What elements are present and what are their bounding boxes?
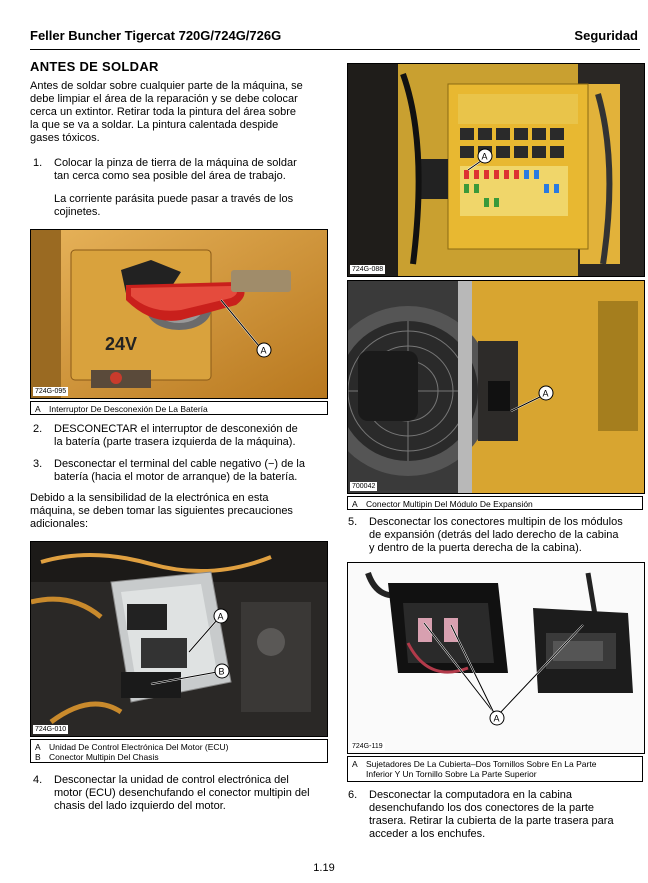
step-line: batería (hacia el motor de arranque) de la batería. bbox=[54, 471, 298, 483]
caption-key bbox=[352, 769, 366, 779]
figure-4-caption bbox=[347, 496, 643, 510]
caption-text: Unidad De Control Electrónica Del Motor (ECU) bbox=[49, 742, 229, 752]
intro-line: gases tóxicos. bbox=[30, 132, 100, 144]
caption-text: Interruptor De Desconexión De La Batería bbox=[49, 404, 208, 414]
paragraph-line: adicionales: bbox=[30, 518, 89, 530]
step-number: 1. bbox=[33, 157, 43, 169]
figure-battery-disconnect bbox=[30, 229, 328, 399]
caption-key: A bbox=[35, 742, 41, 752]
step-line: motor (ECU) desenchufando el conector multipin del bbox=[54, 787, 310, 799]
step-3 bbox=[33, 458, 333, 486]
figure-2-caption bbox=[30, 739, 328, 763]
step-line: Desconectar la computadora en la cabina bbox=[369, 789, 573, 801]
caption-key: A bbox=[352, 499, 358, 509]
figure-fuse-panel bbox=[347, 63, 645, 277]
document-header-section: Seguridad bbox=[574, 28, 638, 43]
caption-text: Conector Multipin Del Chasis bbox=[49, 752, 159, 762]
figure-tag: 724G-119 bbox=[352, 743, 383, 750]
step-line: tan cerca como sea posible del área de trabajo. bbox=[54, 170, 286, 182]
step-1-note bbox=[54, 193, 334, 219]
step-number: 3. bbox=[33, 458, 43, 470]
caption-text: Conector Multipin Del Módulo De Expansión bbox=[366, 499, 533, 509]
caption-key: B bbox=[35, 752, 41, 762]
precautions-paragraph bbox=[30, 492, 330, 531]
header-rule bbox=[30, 49, 640, 50]
step-line: DESCONECTAR el interruptor de desconexión de bbox=[54, 423, 298, 435]
caption-text: Inferior Y Un Tornillo Sobre La Parte Superior bbox=[366, 769, 537, 779]
figure-tag: 700042 bbox=[352, 483, 376, 490]
note-line: La corriente parásita puede pasar a través de los bbox=[54, 193, 294, 205]
callout-b: B bbox=[218, 666, 225, 677]
step-line: Colocar la pinza de tierra de la máquina de soldar bbox=[54, 157, 297, 169]
step-5 bbox=[348, 516, 644, 558]
step-4 bbox=[33, 774, 333, 816]
caption-key: A bbox=[352, 759, 358, 769]
step-line: de expansión (detrás del lado derecho de la cabina bbox=[369, 529, 619, 541]
step-line: Desconectar el terminal del cable negativo (−) de la bbox=[54, 458, 305, 470]
figure-ecu bbox=[30, 541, 328, 737]
intro-line: cerca un extintor. Retirar toda la pintura del área sobre bbox=[30, 106, 296, 118]
document-header-title: Feller Buncher Tigercat 720G/724G/726G bbox=[30, 28, 282, 43]
figure-cab-computer bbox=[347, 562, 645, 754]
step-2 bbox=[33, 423, 333, 451]
cab-computer-photo bbox=[348, 563, 644, 753]
expansion-module-photo bbox=[348, 281, 644, 493]
step-line: y dentro de la puerta derecha de la cabina). bbox=[369, 542, 582, 554]
figure-tag: 724G-095 bbox=[35, 388, 67, 395]
fuse-panel-photo bbox=[348, 64, 644, 276]
step-1 bbox=[33, 157, 333, 187]
step-number: 5. bbox=[348, 516, 358, 528]
figure-expansion-module bbox=[347, 280, 645, 494]
paragraph-line: Debido a la sensibilidad de la electrónica en esta bbox=[30, 492, 269, 504]
step-line: Desconectar la unidad de control electrónica del bbox=[54, 774, 289, 786]
step-6 bbox=[348, 789, 644, 845]
ecu-photo bbox=[31, 542, 327, 736]
battery-switch-photo bbox=[31, 230, 327, 398]
callout-a: A bbox=[481, 151, 488, 162]
callout-a: A bbox=[217, 611, 224, 622]
figure-5-caption bbox=[347, 756, 643, 782]
section-title: ANTES DE SOLDAR bbox=[30, 59, 159, 74]
figure-tag: 724G-088 bbox=[352, 266, 384, 273]
step-line: chasis del lado izquierdo del motor. bbox=[54, 800, 226, 812]
intro-line: la que se va a soldar. La pintura calentada despide bbox=[30, 119, 279, 131]
figure-tag: 724G-010 bbox=[35, 726, 67, 733]
caption-text: Sujetadores De La Cubierta–Dos Tornillos Sobre En La Parte bbox=[366, 759, 597, 769]
label-24v: 24V bbox=[105, 334, 138, 354]
callout-a: A bbox=[260, 345, 267, 356]
intro-paragraph bbox=[30, 80, 330, 145]
page-number: 1.19 bbox=[313, 862, 335, 874]
intro-line: Antes de soldar sobre cualquier parte de la máquina, se bbox=[30, 80, 303, 92]
note-line: cojinetes. bbox=[54, 206, 101, 218]
figure-1-caption bbox=[30, 401, 328, 415]
step-line: la batería (parte trasera izquierda de la máquina). bbox=[54, 436, 296, 448]
callout-a: A bbox=[542, 388, 549, 399]
paragraph-line: máquina, se deben tomar las siguientes precauciones bbox=[30, 505, 293, 517]
step-number: 2. bbox=[33, 423, 43, 435]
intro-line: debe limpiar el área de la reparación y se debe colocar bbox=[30, 93, 298, 105]
step-line: desenchufando los dos conectores de la parte bbox=[369, 802, 595, 814]
callout-a: A bbox=[493, 713, 500, 724]
caption-key: A bbox=[35, 404, 41, 414]
step-number: 6. bbox=[348, 789, 358, 801]
step-number: 4. bbox=[33, 774, 43, 786]
step-line: trasera. Retirar la cubierta de la parte trasera para bbox=[369, 815, 614, 827]
step-line: Desconectar los conectores multipin de los módulos bbox=[369, 516, 623, 528]
step-line: acceder a los enchufes. bbox=[369, 828, 486, 840]
